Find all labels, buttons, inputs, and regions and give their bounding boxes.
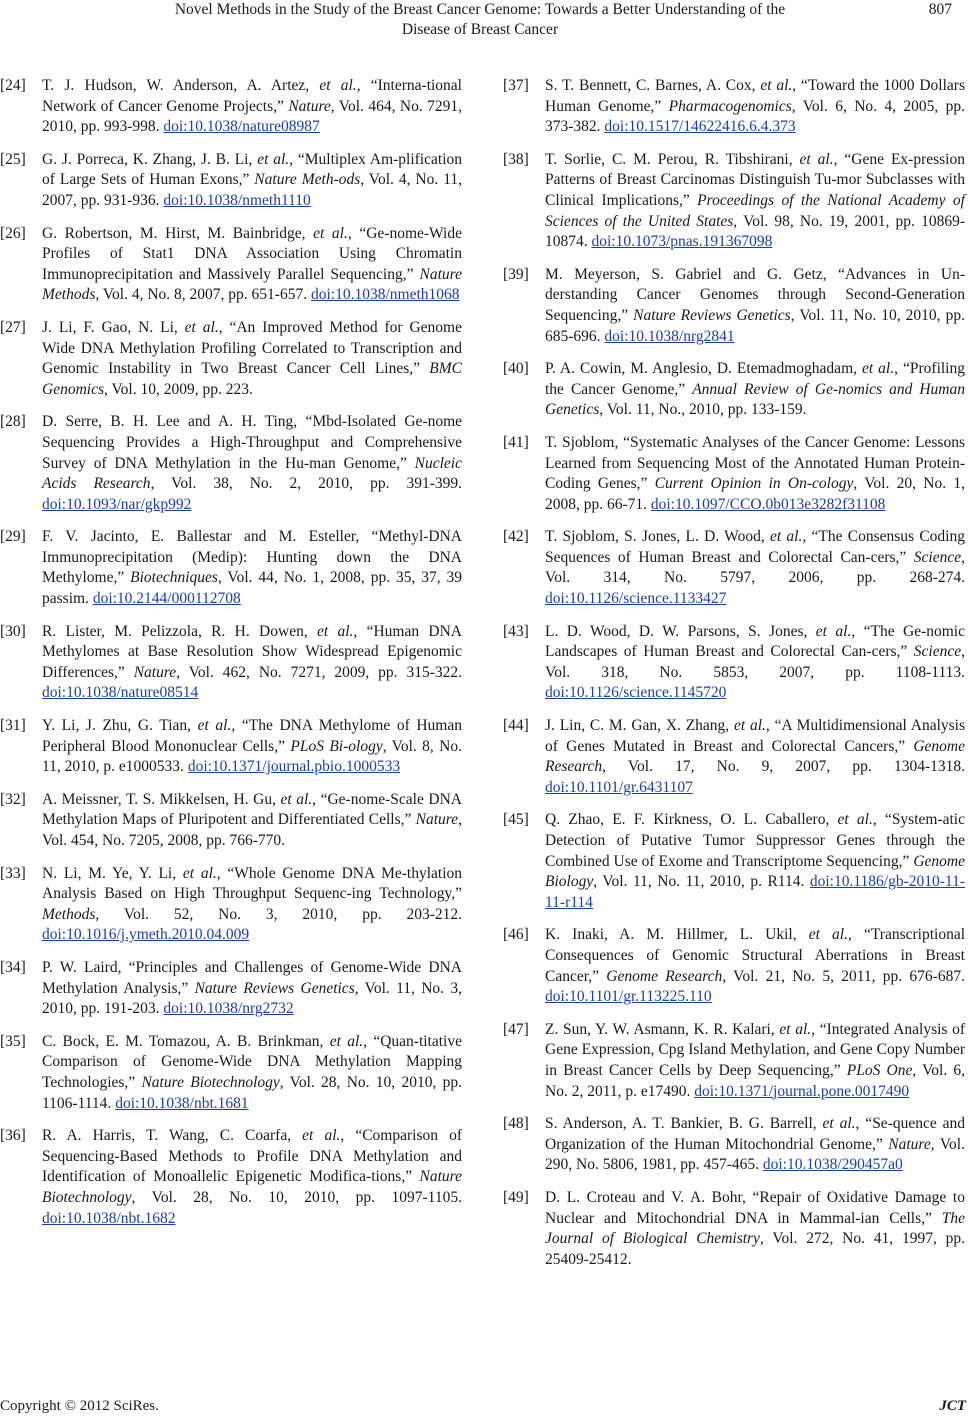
journal-name: Nucleic Acids Research	[42, 454, 462, 493]
doi-link[interactable]: doi:10.1186/gb-2010-11-11-r114	[545, 873, 965, 911]
reference-title: , “The Consensus Coding Sequences of Human Breast and Colorectal Can-cers,”	[545, 528, 965, 566]
et-al-text: et al.	[822, 1115, 856, 1133]
reference-entry	[0, 76, 462, 138]
reference-authors: T. Sorlie, C. M. Perou, R. Tibshirani,	[545, 150, 800, 168]
reference-authors: L. D. Wood, D. W. Parsons, S. Jones,	[545, 622, 816, 640]
journal-name: Science	[913, 643, 962, 661]
doi-link[interactable]: doi:10.1126/science.1145720	[545, 684, 727, 702]
reference-entry	[0, 716, 462, 778]
reference-number: [46]	[503, 926, 529, 944]
reference-number: [37]	[503, 77, 529, 94]
reference-entry	[503, 76, 965, 138]
reference-text	[42, 717, 462, 775]
reference-number: [47]	[503, 1020, 529, 1038]
reference-details: , Vol. 28, No. 10, 2010, pp. 1106-1114.	[42, 1073, 462, 1112]
reference-number: [41]	[503, 433, 529, 451]
reference-details: , Vol. 21, No. 5, 2011, pp. 676-687.	[722, 967, 965, 985]
reference-authors: Q. Zhao, E. F. Kirkness, O. L. Caballero,	[545, 811, 838, 829]
reference-authors: R. Lister, M. Pelizzola, R. H. Dowen,	[42, 622, 317, 640]
reference-details: , Vol. 98, No. 19, 2001, pp. 10869-10874.	[545, 212, 966, 251]
journal-name: Nature	[288, 97, 331, 115]
header-title-line2: Disease of Breast Cancer	[401, 21, 559, 38]
reference-text	[545, 1021, 965, 1100]
journal-name: Nature Biotechnology	[42, 1168, 462, 1206]
et-al-text: et al.	[769, 528, 803, 546]
reference-text	[545, 266, 965, 345]
reference-entry	[503, 265, 965, 347]
et-al-text: et al.	[197, 717, 232, 735]
journal-abbreviation: JCT	[939, 1398, 966, 1414]
journal-name: The Journal of Biological Chemistry	[545, 1209, 965, 1248]
reference-text	[42, 77, 462, 135]
reference-authors: S. Anderson, A. T. Bankier, B. G. Barrell,	[545, 1115, 823, 1133]
reference-number: [33]	[0, 864, 26, 882]
reference-entry	[0, 958, 462, 1020]
reference-entry	[0, 1032, 462, 1114]
doi-link[interactable]: doi:10.1371/journal.pone.0017490	[694, 1082, 910, 1100]
reference-authors: P. A. Cowin, M. Anglesio, D. Etemadmoghadam,	[545, 360, 862, 378]
reference-number: [24]	[0, 77, 26, 94]
reference-number: [30]	[0, 622, 26, 640]
reference-text	[42, 528, 462, 607]
doi-link[interactable]: doi:10.1038/nrg2841	[604, 327, 735, 345]
reference-details: , Vol. 290, No. 5806, 1981, pp. 457-465.	[545, 1135, 965, 1174]
reference-number: [49]	[503, 1188, 529, 1206]
et-al-text: et al.	[184, 318, 219, 336]
journal-name: Genome Research	[606, 967, 723, 985]
et-al-text: et al.	[257, 150, 290, 168]
reference-text	[545, 151, 965, 250]
reference-authors: D. L. Croteau and V. A. Bohr, “Repair of Oxidative Damage to Nuclear and Mitochondrial DNA in Mammal-ian Cells,”	[545, 1188, 965, 1227]
reference-title: , “System-atic Detection of Putative Tumor Suppressor Genes through the Combined Use of Exome and Transcriptome Sequencing,”	[545, 811, 965, 870]
reference-entry	[503, 359, 965, 421]
journal-name: Science	[913, 548, 962, 566]
reference-number: [35]	[0, 1032, 26, 1050]
reference-authors: Y. Li, J. Zhu, G. Tian,	[42, 717, 198, 735]
reference-number: [45]	[503, 811, 529, 829]
reference-number: [40]	[503, 360, 529, 378]
reference-text	[42, 151, 462, 209]
reference-text	[42, 865, 462, 944]
journal-name: PLoS One	[846, 1061, 913, 1079]
reference-authors: Z. Sun, Y. W. Asmann, K. R. Kalari,	[545, 1020, 780, 1038]
reference-text	[42, 959, 462, 1017]
doi-link[interactable]: doi:10.1038/nbt.1682	[42, 1209, 176, 1227]
journal-name: Nature Meth-ods	[254, 171, 361, 189]
reference-title: , “Integrated Analysis of Gene Expression, Cpg Island Methylation, and Gene Copy Number in Breast Cancer Cells by Deep Sequencing,”	[545, 1020, 966, 1079]
reference-details: , Vol. 6, No. 2, 2011, p. e17490.	[545, 1061, 965, 1100]
reference-authors: A. Meissner, T. S. Mikkelsen, H. Gu,	[42, 790, 281, 808]
journal-name: Nature	[888, 1135, 931, 1153]
doi-link[interactable]: doi:10.1038/290457a0	[762, 1156, 903, 1174]
doi-link[interactable]: doi:10.1073/pnas.191367098	[591, 233, 773, 251]
doi-link[interactable]: doi:10.1038/nrg2732	[163, 1000, 294, 1018]
reference-details: , Vol. 28, No. 10, 2010, pp. 1097-1105.	[131, 1188, 462, 1206]
reference-text	[545, 1189, 965, 1268]
running-header	[0, 0, 968, 50]
reference-authors: D. Serre, B. H. Lee and A. H. Ting, “Mbd-Isolated Ge-nome Sequencing Provides a High-Throughput and Comprehensive Survey of DNA Methylation in the Hu-man Genome,”	[42, 413, 462, 472]
reference-title: , “Toward the 1000 Dollars Human Genome,”	[545, 77, 965, 115]
et-al-text: et al.	[733, 717, 766, 735]
reference-entry	[0, 318, 462, 400]
doi-link[interactable]: doi:10.1016/j.ymeth.2010.04.009	[42, 926, 250, 944]
reference-title: , “The DNA Methylome of Human Peripheral Blood Mononuclear Cells,”	[42, 717, 462, 755]
reference-text	[42, 413, 462, 512]
reference-details: , Vol. 10, 2009, pp. 223.	[104, 380, 253, 398]
reference-text	[545, 434, 965, 513]
et-al-text: et al.	[319, 77, 357, 94]
page-number: 807	[928, 1, 952, 18]
reference-text	[42, 791, 462, 849]
journal-name: Nature Reviews Genetics	[633, 306, 791, 324]
reference-number: [27]	[0, 318, 26, 336]
reference-text	[545, 360, 965, 418]
reference-title: , “Comparison of Sequencing-Based Methods to Profile DNA Methylation and Identification of Monoallelic Epigenetic Modifica-tions,”	[42, 1127, 462, 1186]
doi-link[interactable]: doi:10.1038/nmeth1110	[163, 191, 311, 209]
reference-number: [38]	[503, 150, 529, 168]
et-al-text: et al.	[317, 622, 354, 640]
doi-link[interactable]: doi:10.1101/gr.113225.110	[545, 988, 712, 1006]
reference-entry	[503, 1020, 965, 1102]
reference-number: [48]	[503, 1115, 529, 1133]
reference-title: , “The Ge-nomic Landscapes of Human Breast and Colorectal Can-cers,”	[545, 622, 965, 661]
reference-details: , Vol. 454, No. 7205, 2008, pp. 766-770.	[42, 811, 462, 849]
page-footer	[0, 1396, 968, 1416]
reference-authors: K. Inaki, A. M. Hillmer, L. Ukil,	[545, 926, 809, 944]
reference-title: , “Se-quence and Organization of the Human Mitochondrial Genome,”	[545, 1115, 966, 1153]
et-al-text: et al.	[779, 1020, 812, 1038]
reference-number: [32]	[0, 790, 26, 808]
reference-column-right	[503, 76, 965, 1282]
reference-entry	[0, 790, 462, 852]
reference-details: , Vol. 20, No. 1, 2008, pp. 66-71.	[545, 475, 966, 513]
et-al-text: et al.	[760, 77, 793, 94]
copyright-notice: Copyright © 2012 SciRes.	[0, 1398, 159, 1414]
reference-entry	[0, 224, 462, 306]
journal-name: BMC Genomics	[42, 360, 462, 398]
journal-name: Pharmacogenomics	[668, 97, 792, 115]
reference-authors: R. A. Harris, T. Wang, C. Coarfa,	[42, 1127, 303, 1145]
reference-text	[545, 623, 965, 702]
reference-title: , “Interna-tional Network of Cancer Genome Projects,”	[42, 77, 462, 115]
journal-name: Nature Methods	[42, 265, 462, 304]
reference-authors: G. Robertson, M. Hirst, M. Bainbridge,	[42, 224, 314, 242]
doi-link[interactable]: doi:10.1371/journal.pbio.1000533	[187, 758, 401, 776]
doi-link[interactable]: doi:10.1093/nar/gkp992	[42, 495, 192, 513]
et-al-text: et al.	[329, 1032, 364, 1050]
et-al-text: et al.	[280, 790, 313, 808]
et-al-text: et al.	[182, 864, 217, 882]
journal-name: Methods	[42, 905, 96, 923]
reference-title: , “Multiplex Am-plification of Large Sets of Human Exons,”	[42, 150, 462, 189]
reference-details: , Vol. 4, No. 8, 2007, pp. 651-657.	[95, 286, 311, 304]
reference-details: , Vol. 52, No. 3, 2010, pp. 203-212.	[95, 905, 462, 923]
reference-column-left	[0, 76, 462, 1241]
header-title-line1: Novel Methods in the Study of the Breast Cancer Genome: Towards a Better Understanding of the	[174, 1, 786, 18]
reference-details: , Vol. 11, No. 11, 2010, p. R114.	[593, 873, 810, 891]
reference-authors: J. Li, F. Gao, N. Li,	[42, 318, 185, 336]
et-al-text: et al.	[837, 811, 873, 829]
reference-number: [43]	[503, 622, 529, 640]
reference-number: [25]	[0, 150, 26, 168]
journal-name: Nature	[415, 811, 459, 829]
reference-title: , “Transcriptional Consequences of Genomic Structural Aberrations in Breast Cancer,”	[545, 926, 965, 985]
reference-authors: T. J. Hudson, W. Anderson, A. Artez,	[42, 77, 320, 94]
journal-name: PLoS Bi-ology	[290, 737, 383, 755]
reference-text	[545, 528, 965, 607]
reference-text	[42, 319, 462, 398]
reference-title: , “Whole Genome DNA Me-thylation Analysis Based on High Throughput Sequenc-ing Technology,”	[42, 864, 463, 903]
reference-text	[545, 1115, 965, 1173]
reference-text	[42, 1127, 462, 1226]
reference-authors: T. Sjoblom, S. Jones, L. D. Wood,	[545, 528, 770, 546]
reference-details: , Vol. 4, No. 11, 2007, pp. 931-936.	[42, 171, 462, 209]
reference-details: , Vol. 6, No. 4, 2005, pp. 373-382.	[545, 97, 965, 136]
journal-name: Nature	[133, 663, 177, 681]
reference-title: , “Ge-nome-Wide Profiles of Stat1 DNA Association Using Chromatin Immunoprecipitation and Massively Parallel Sequencing,”	[42, 224, 462, 283]
reference-number: [31]	[0, 717, 26, 735]
doi-link[interactable]: doi:10.1038/nmeth1068	[310, 286, 460, 304]
reference-details: , Vol. 314, No. 5797, 2006, pp. 268-274.	[545, 548, 965, 587]
reference-authors: S. T. Bennett, C. Barnes, A. Cox,	[545, 77, 761, 94]
reference-entry	[0, 864, 462, 946]
reference-details: , Vol. 272, No. 41, 1997, pp. 25409-25412.	[545, 1230, 965, 1268]
reference-text	[545, 77, 965, 135]
reference-entry	[503, 810, 965, 913]
reference-entry	[503, 716, 965, 798]
reference-text	[545, 926, 965, 1005]
reference-entry	[0, 527, 462, 609]
reference-details: , Vol. 8, No. 11, 2010, p. e1000533.	[42, 737, 462, 776]
reference-authors: P. W. Laird, “Principles and Challenges of Genome-Wide DNA Methylation Analysis,”	[42, 958, 462, 997]
reference-number: [28]	[0, 413, 26, 431]
reference-title: , “An Improved Method for Genome Wide DNA Methylation Profiling Correlated to Transcription and Genomic Instability in Two Breast Cancer Cell Lines,”	[42, 318, 462, 378]
reference-entry	[503, 150, 965, 253]
reference-details: , Vol. 11, No. 3, 2010, pp. 191-203.	[42, 979, 463, 1018]
reference-number: [39]	[503, 265, 529, 283]
reference-details: , Vol. 17, No. 9, 2007, pp. 1304-1318.	[602, 758, 965, 776]
reference-entry	[503, 1114, 965, 1176]
reference-authors: C. Bock, E. M. Tomazou, A. B. Brinkman,	[42, 1032, 330, 1050]
reference-authors: F. V. Jacinto, E. Ballestar and M. Esteller, “Methyl-DNA Immunoprecipitation (Medip): Hunting down the DNA Methylome,”	[42, 528, 462, 587]
reference-title: , “Quan-titative Comparison of Genome-Wide DNA Methylation Mapping Technologies,”	[42, 1032, 462, 1091]
et-al-text: et al.	[808, 926, 848, 944]
reference-number: [34]	[0, 958, 26, 976]
reference-title: , “Ge-nome-Scale DNA Methylation Maps of Pluripotent and Differentiated Cells,”	[42, 790, 462, 829]
doi-link[interactable]: doi:10.1126/science.1133427	[545, 590, 727, 608]
et-al-text: et al.	[862, 360, 895, 378]
reference-text	[42, 1033, 462, 1112]
journal-name: Current Opinion in On-cology	[654, 475, 854, 493]
doi-link[interactable]: doi:10.1097/CCO.0b013e3282f31108	[650, 495, 886, 513]
reference-details: , Vol. 464, No. 7291, 2010, pp. 993-998.	[42, 97, 462, 136]
reference-text	[42, 225, 462, 304]
doi-link[interactable]: doi:10.1038/nature08987	[163, 118, 320, 136]
reference-number: [44]	[503, 717, 529, 735]
reference-authors: G. J. Porreca, K. Zhang, J. B. Li,	[42, 150, 258, 168]
reference-number: [36]	[0, 1127, 26, 1145]
reference-title: , “A Multidimensional Analysis of Genes Mutated in Breast and Colorectal Cancers,”	[545, 717, 965, 755]
et-al-text: et al.	[815, 622, 852, 640]
reference-text	[42, 623, 462, 702]
reference-details: , Vol. 11, No., 2010, pp. 133-159.	[599, 401, 807, 419]
journal-name: Biotechniques	[130, 569, 218, 587]
reference-text	[545, 811, 965, 910]
reference-authors: N. Li, M. Ye, Y. Li,	[42, 864, 183, 882]
et-al-text: et al.	[313, 224, 348, 242]
journal-name: Annual Review of Ge-nomics and Human Genetics	[545, 380, 965, 419]
reference-authors: J. Lin, C. M. Gan, X. Zhang,	[545, 717, 734, 735]
reference-details: , Vol. 44, No. 1, 2008, pp. 35, 37, 39 passim.	[42, 569, 462, 608]
doi-link[interactable]: doi:10.1038/nature08514	[42, 684, 199, 702]
reference-number: [29]	[0, 528, 26, 546]
reference-authors: T. Sjoblom, “Systematic Analyses of the Cancer Genome: Lessons Learned from Sequencing Most of the Annotated Human Protein-Coding Genes,”	[545, 433, 965, 493]
reference-text	[545, 717, 965, 796]
reference-title: , “Gene Ex-pression Patterns of Breast Carcinomas Distinguish Tu-mor Subclasses with Clinical Implications,”	[545, 150, 965, 209]
doi-link[interactable]: doi:10.2144/000112708	[92, 590, 241, 608]
reference-entry	[0, 150, 462, 212]
reference-entry	[503, 622, 965, 704]
journal-name: Genome Biology	[545, 852, 965, 891]
reference-entry	[503, 925, 965, 1007]
reference-entry	[0, 412, 462, 515]
doi-link[interactable]: doi:10.1101/gr.6431107	[545, 778, 693, 796]
doi-link[interactable]: doi:10.1038/nbt.1681	[115, 1094, 249, 1112]
reference-details: , Vol. 38, No. 2, 2010, pp. 391-399.	[150, 475, 462, 493]
journal-name: Nature Reviews Genetics	[194, 979, 355, 997]
reference-title: , “Profiling the Cancer Genome,”	[545, 360, 965, 398]
reference-entry	[0, 622, 462, 704]
reference-details: , Vol. 11, No. 10, 2010, pp. 685-696.	[545, 306, 965, 345]
reference-number: [42]	[503, 528, 529, 546]
reference-entry	[503, 527, 965, 609]
reference-entry	[503, 433, 965, 515]
reference-authors: M. Meyerson, S. Gabriel and G. Getz, “Advances in Un-derstanding Cancer Genomes through Second-Generation Sequencing,”	[545, 265, 965, 324]
reference-entry	[0, 1126, 462, 1229]
reference-details: , Vol. 462, No. 7271, 2009, pp. 315-322.	[176, 663, 463, 681]
journal-name: Genome Research	[545, 737, 965, 776]
reference-entry	[503, 1188, 965, 1270]
et-al-text: et al.	[302, 1127, 341, 1145]
journal-name: Proceedings of the National Academy of Sciences of the United States	[545, 191, 965, 230]
et-al-text: et al.	[799, 150, 834, 168]
reference-details: , Vol. 318, No. 5853, 2007, pp. 1108-1113.	[545, 643, 965, 681]
reference-title: , “Human DNA Methylomes at Base Resolution Show Widespread Epigenomic Differences,”	[42, 622, 462, 681]
reference-number: [26]	[0, 224, 26, 242]
journal-name: Nature Biotechnology	[141, 1073, 280, 1091]
doi-link[interactable]: doi:10.1517/14622416.6.4.373	[604, 118, 796, 136]
